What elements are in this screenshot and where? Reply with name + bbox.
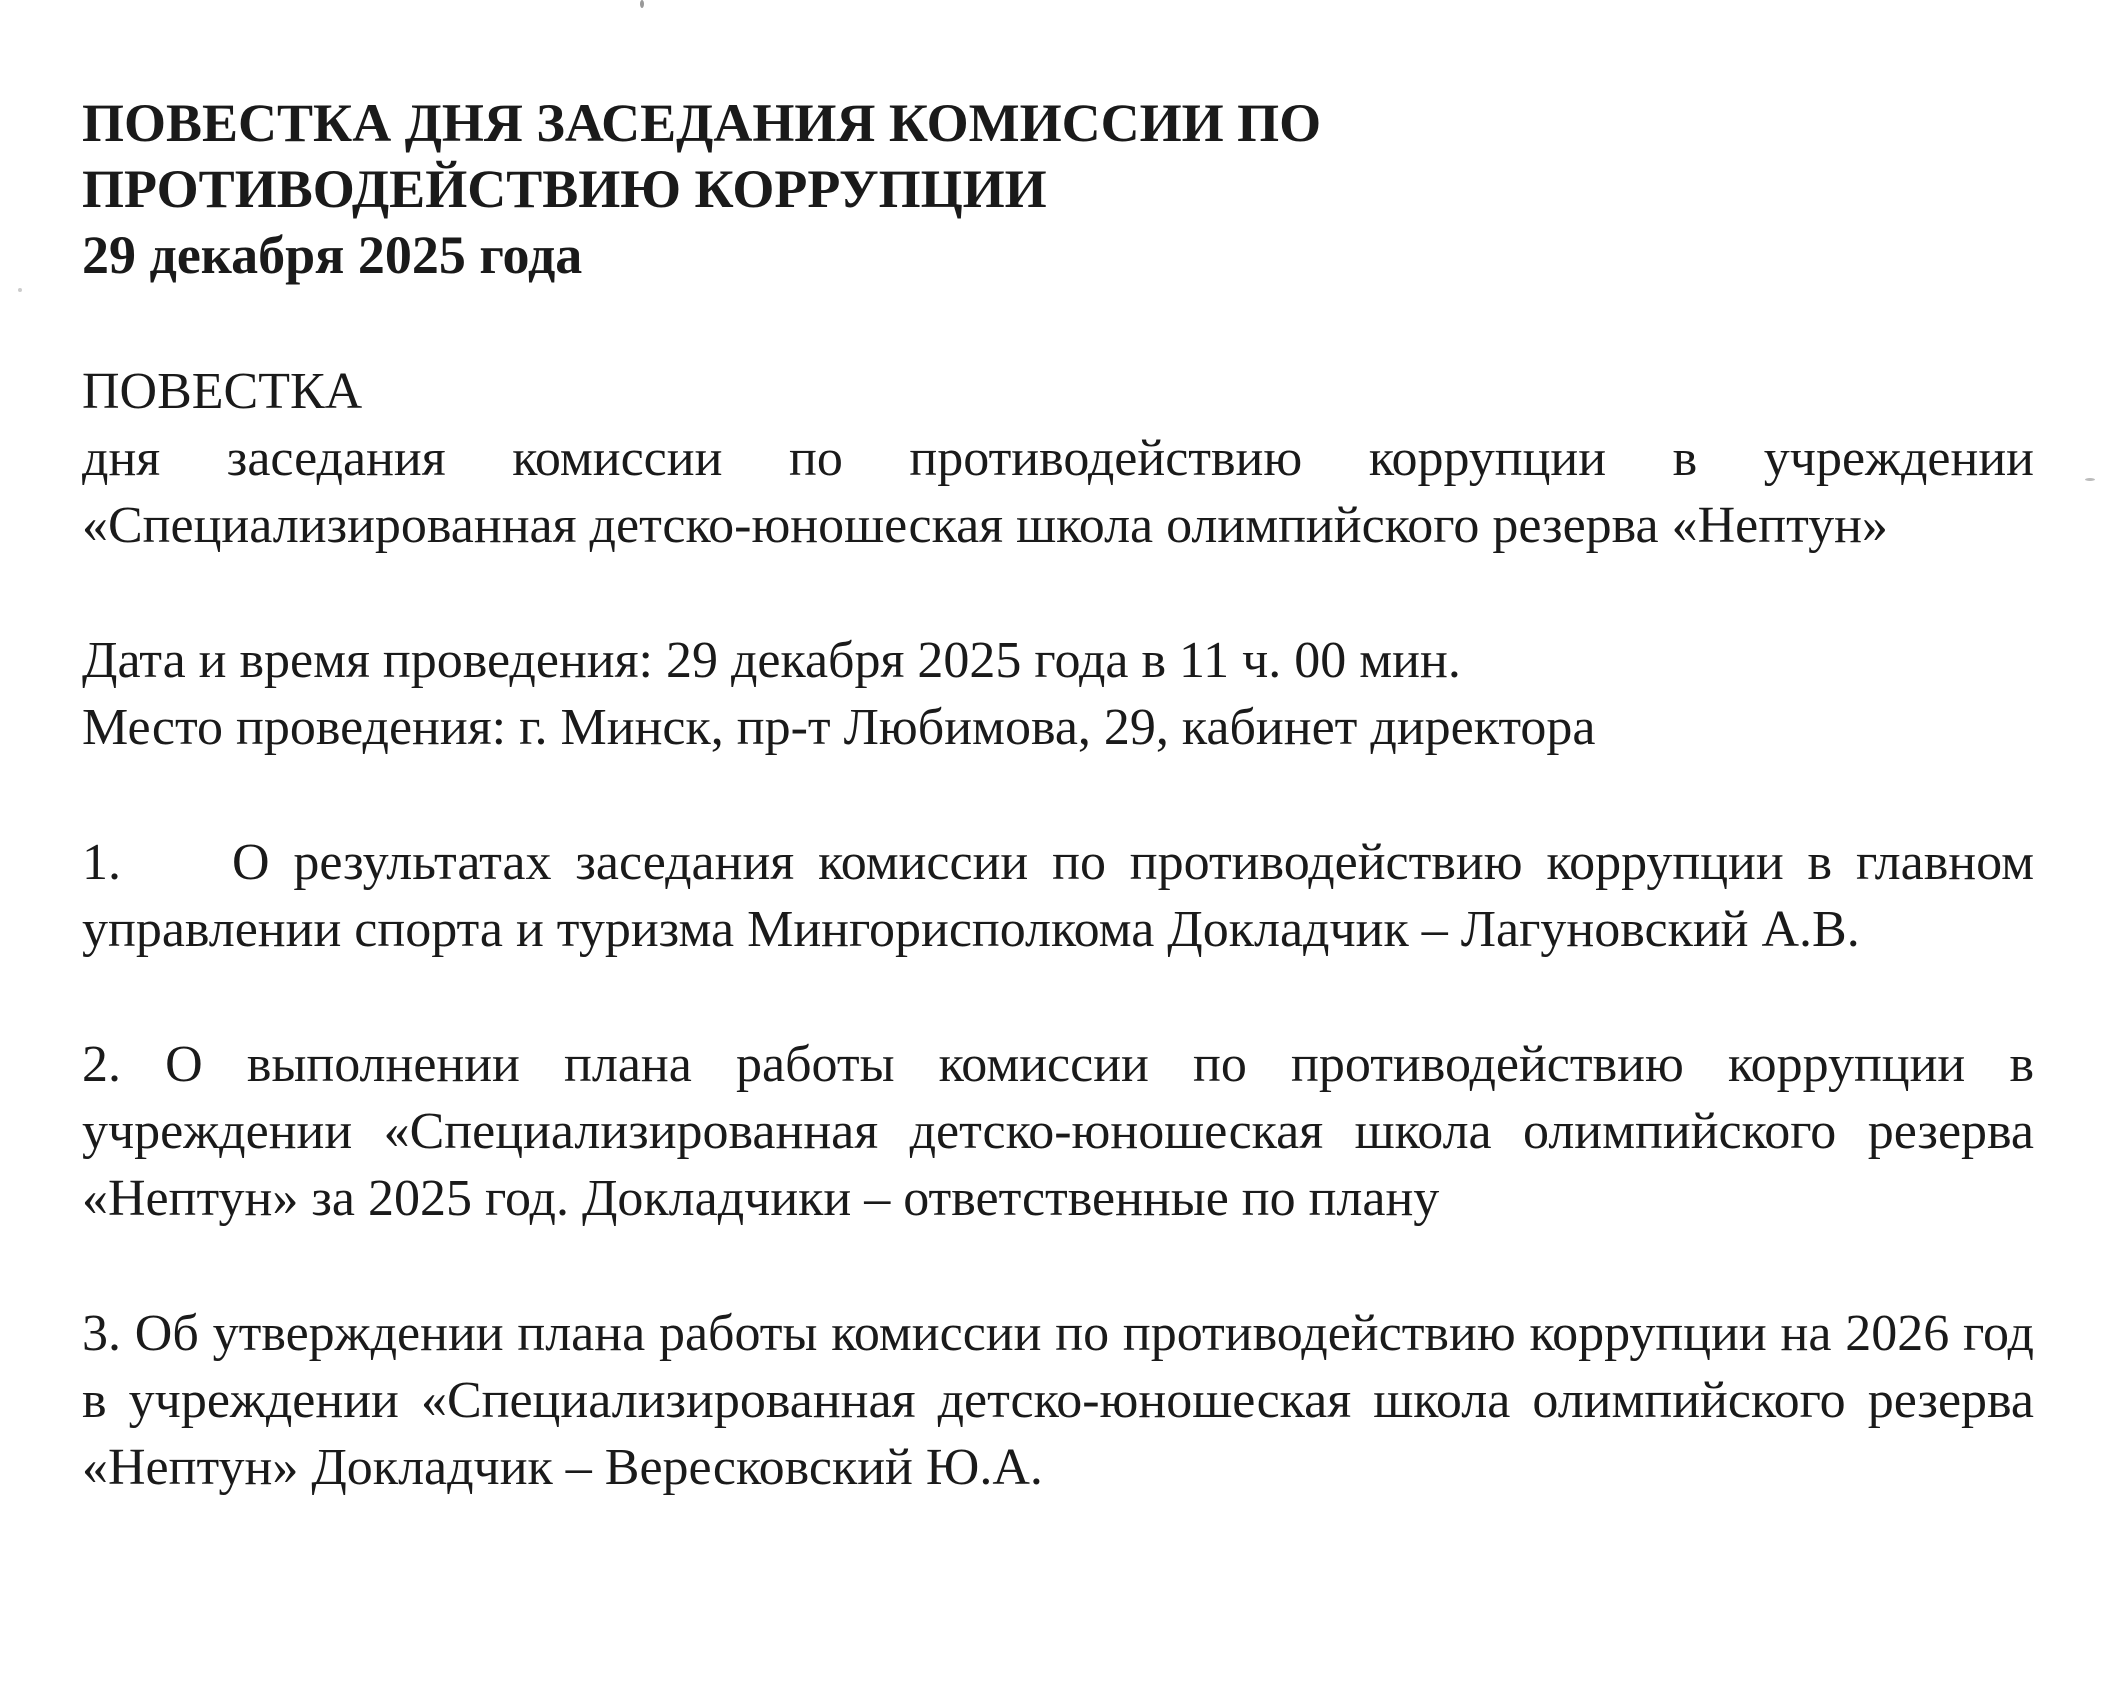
scan-speck (640, 0, 644, 8)
agenda-item-3: 3. Об утверждении плана работы комиссии по противодействию коррупции на 2026 год в учреждении «Специализированная детско-юношеская школа олимпийского резерва «Нептун» Докладчик – Вересковский Ю.А. (82, 1305, 2034, 1496)
agenda-heading: ПОВЕСТКА (82, 363, 363, 420)
meeting-date: 29 декабря 2025 года (82, 225, 583, 285)
meeting-datetime: Дата и время проведения: 29 декабря 2025 года в 11 ч. 00 мин. (82, 632, 1461, 689)
meeting-place: Место проведения: г. Минск, пр-т Любимова, 29, кабинет директора (82, 699, 1596, 756)
agenda-item-1 (82, 829, 2034, 963)
document-title (82, 90, 2034, 222)
scan-speck (18, 288, 22, 292)
agenda-item-number: 1. (82, 834, 121, 891)
title-line-2: ПРОТИВОДЕЙСТВИЮ КОРРУПЦИИ (82, 159, 1047, 219)
agenda-description: дня заседания комиссии по противодействию коррупции в учреждении «Специализированная детско-юношеская школа олимпийского резерва «Нептун» (82, 430, 2034, 554)
document-page (82, 90, 2034, 1501)
scan-speck (2085, 478, 2095, 481)
agenda-item-2: 2. О выполнении плана работы комиссии по противодействию коррупции в учреждении «Специализированная детско-юношеская школа олимпийского резерва «Нептун» за 2025 год. Докладчики – ответственные по плану (82, 1036, 2034, 1227)
agenda-item-text: О результатах заседания комиссии по противодействию коррупции в главном управлении спорта и туризма Мингорисполкома Докладчик – Лагуновский А.В. (82, 834, 2034, 958)
title-line-1: ПОВЕСТКА ДНЯ ЗАСЕДАНИЯ КОМИССИИ ПО (82, 93, 1322, 153)
